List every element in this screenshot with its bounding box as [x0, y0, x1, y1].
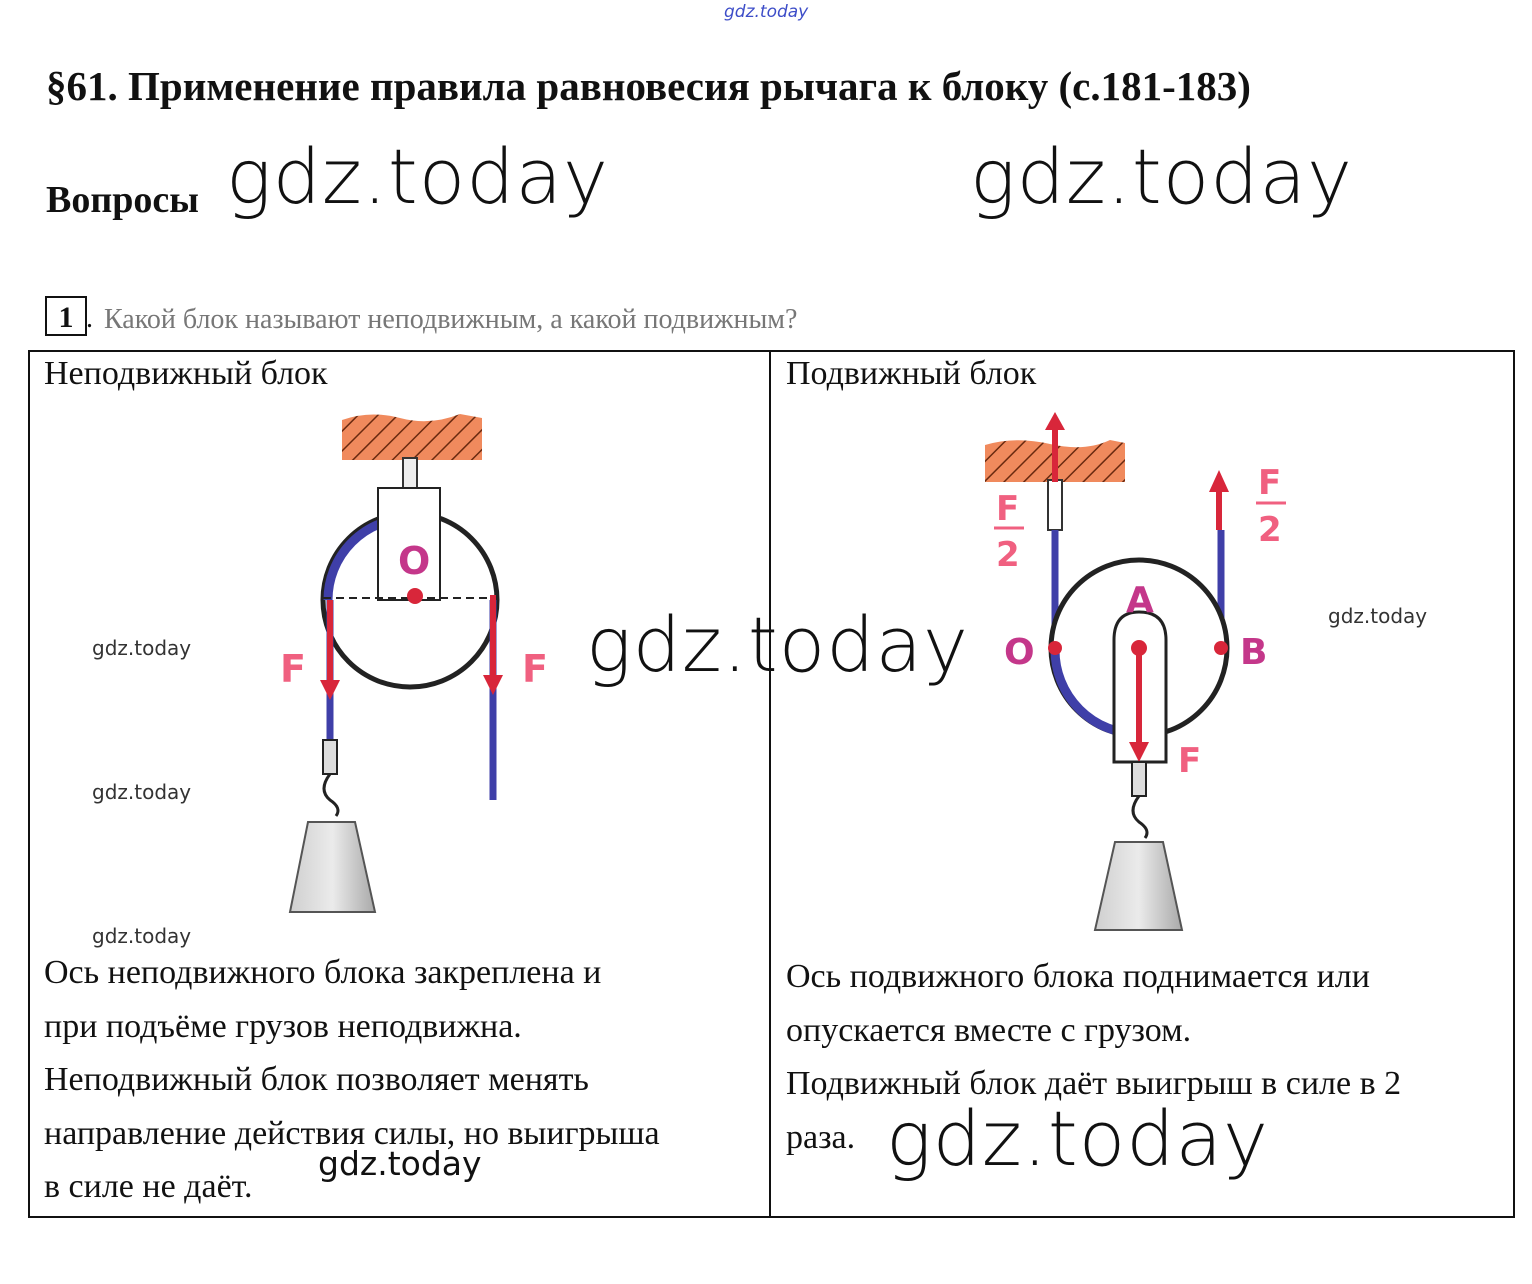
fixed-pulley-diagram — [260, 405, 580, 930]
movable-block-title: Подвижный блок — [786, 355, 1037, 392]
half-force-label-left-numerator: F — [996, 489, 1020, 529]
hook — [324, 774, 338, 816]
right-point-label: B — [1240, 632, 1268, 673]
left-point-label: O — [1004, 632, 1035, 673]
half-force-label-right-numerator: F — [1258, 463, 1282, 503]
force-arrow-left-head — [320, 680, 340, 700]
section-label: Вопросы — [46, 179, 199, 221]
ceiling-support — [342, 414, 482, 460]
watermark-medium: gdz.today — [318, 1144, 482, 1183]
right-point — [1214, 641, 1228, 655]
movable-pulley-diagram — [980, 405, 1300, 950]
watermark-large-2: gdz.today — [970, 132, 1353, 221]
spring-hook — [1132, 762, 1146, 796]
question-number: 1 — [45, 296, 87, 336]
question-text: Какой блок называют неподвижным, а какой подвижным? — [104, 304, 798, 335]
movable-line-3: Подвижный блок даёт выигрыш в силе в 2 — [786, 1065, 1402, 1102]
fixed-line-2: при подъёме грузов неподвижна. — [44, 1007, 522, 1045]
mount-rod — [403, 458, 417, 488]
watermark-small-4: gdz.today — [1328, 604, 1428, 628]
watermark-large-3: gdz.today — [586, 600, 969, 689]
fixed-block-title: Неподвижный блок — [44, 355, 328, 392]
watermark-large-1: gdz.today — [226, 132, 609, 221]
spring-hook — [323, 740, 337, 774]
force-label-right: F — [522, 647, 548, 691]
half-force-label-right-denominator: 2 — [1258, 510, 1282, 550]
watermark-top: gdz.today — [724, 2, 809, 22]
axis-point — [407, 588, 423, 604]
hook — [1133, 796, 1147, 838]
load-weight — [290, 822, 375, 912]
watermark-small-2: gdz.today — [92, 780, 192, 804]
watermark-large-4: gdz.today — [886, 1094, 1269, 1183]
question-number-dot: . — [86, 303, 93, 334]
half-force-label-left-denominator: 2 — [996, 535, 1020, 575]
left-point — [1048, 641, 1062, 655]
half-force-arrow-left-head — [1045, 412, 1065, 430]
load-weight — [1095, 842, 1182, 930]
axis-label: O — [398, 539, 431, 583]
watermark-small-1: gdz.today — [92, 636, 192, 660]
fixed-line-3: Неподвижный блок позволяет менять — [44, 1061, 589, 1098]
movable-line-2: опускается вместе с грузом. — [786, 1011, 1192, 1049]
watermark-small-3: gdz.today — [92, 924, 192, 948]
force-arrow-right-head — [483, 675, 503, 695]
load-force-label: F — [1178, 741, 1202, 781]
page-title: §61. Применение правила равновесия рычага к блоку (с.181-183) — [46, 63, 1251, 109]
axis-point-label: A — [1126, 580, 1154, 621]
rope-anchor — [1048, 480, 1062, 530]
movable-line-1: Ось подвижного блока поднимается или — [786, 958, 1370, 995]
fixed-line-5: в силе не даёт. — [44, 1168, 253, 1205]
force-label-left: F — [280, 647, 306, 691]
movable-line-4: раза. — [786, 1118, 856, 1156]
fixed-line-4: направление действия силы, но выигрыша — [44, 1114, 660, 1152]
table-divider — [769, 350, 771, 1218]
half-force-arrow-right-head — [1209, 470, 1229, 492]
fixed-line-1: Ось неподвижного блока закреплена и — [44, 954, 602, 991]
